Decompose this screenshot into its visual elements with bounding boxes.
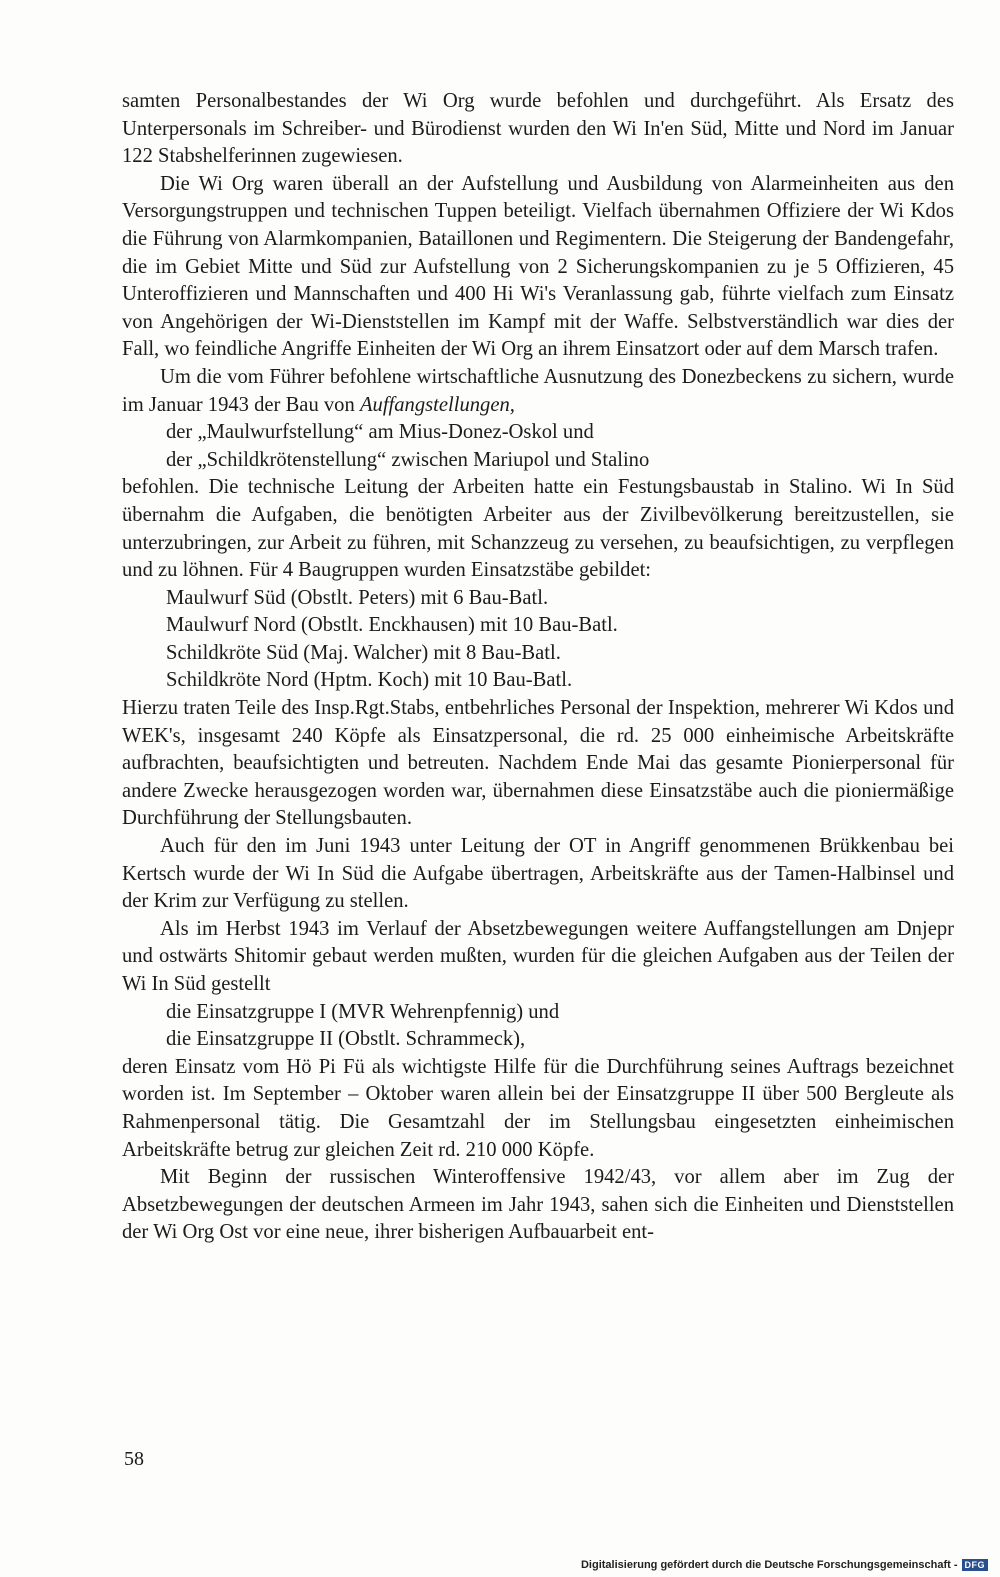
dfg-logo: DFG	[962, 1559, 989, 1571]
body-text	[122, 88, 954, 1247]
paragraph-1: samten Personalbestandes der Wi Org wurde befohlen und durchgeführt. Als Ersatz des Unterpersonals im Schreiber- und Bürodienst wurden den Wi In'en Süd, Mitte und Nord im Januar 122 Stabshelferinnen zugewiesen.	[122, 90, 954, 168]
paragraph-2: Die Wi Org waren überall an der Aufstellung und Ausbildung von Alarmeinheiten aus den Versorgungstruppen und technischen Tuppen beteiligt. Vielfach übernahmen Offiziere der Wi Kdos die Führung von Alarmkompanien, Bataillonen und Regimentern. Die Steigerung der Bandengefahr, die im Gebiet Mitte und Süd zur Aufstellung von 2 Sicherungskompanien zu je 5 Offizieren, 45 Unteroffizieren und Mannschaften und 400 Hi Wi's Veranlassung gab, führte vielfach zum Einsatz von Angehörigen der Wi-Dienststellen im Kampf mit der Waffe. Selbstverständlich war dies der Fall, wo feindliche Angriffe Einheiten der Wi Org an ihrem Einsatzort oder auf dem Marsch trafen.	[122, 172, 954, 361]
staff-list-item: Schildkröte Süd (Maj. Walcher) mit 8 Bau-Batl.	[166, 641, 561, 664]
staff-list-item: Schildkröte Nord (Hptm. Koch) mit 10 Bau-Batl.	[166, 669, 573, 692]
paragraph-6: Als im Herbst 1943 im Verlauf der Absetzbewegungen weitere Auffangstellungen am Dnjepr und ostwärts Shitomir gebaut werden mußten, wurden für die gleichen Aufgaben aus der Teilen der Wi In Süd gestellt	[122, 917, 954, 995]
position-list-item: der „Maulwurfstellung“ am Mius-Donez-Oskol und	[166, 421, 594, 444]
page-number: 58	[124, 1448, 144, 1470]
paragraph-4: Hierzu traten Teile des Insp.Rgt.Stabs, entbehrliches Personal der Inspektion, mehrerer Wi Kdos und WEK's, insgesamt 240 Köpfe als Einsatzpersonal, die rd. 25 000 einheimische Arbeitskräfte aufbrachten, beaufsichtigten und betreuten. Nachdem Ende Mai das gesamte Pionierpersonal für andere Zwecke herausgezogen worden war, übernahmen diese Einsatzstäbe auch die pioniermäßige Durchführung der Stellungsbauten.	[122, 697, 954, 830]
digitization-footer	[581, 1559, 988, 1571]
paragraph-6-continued: deren Einsatz vom Hö Pi Fü als wichtigste Hilfe für die Durchführung seines Auftrags bezeichnet worden ist. Im September – Oktober waren allein bei der Einsatzgruppe II über 500 Bergleute als Rahmenpersonal tätig. Die Gesamtzahl der im Stellungsbau eingesetzten einheimischen Arbeitskräfte betrug zur gleichen Zeit rd. 210 000 Köpfe.	[122, 1055, 954, 1161]
paragraph-3-continued: befohlen. Die technische Leitung der Arbeiten hatte ein Festungsbaustab in Stalino. Wi In Süd übernahm die Aufgaben, die benötigten Arbeiter aus der Zivilbevölkerung bereitzustellen, sie unterzubringen, zur Arbeit zu führen, mit Schanzzeug zu versehen, zu beaufsichtigen, zu verpflegen und zu löhnen. Für 4 Baugruppen wurden Einsatzstäbe gebildet:	[122, 476, 954, 582]
paragraph-3-text: Um die vom Führer befohlene wirtschaftliche Ausnutzung des Donezbeckens zu sichern, wurde im Januar 1943 der Bau von	[122, 365, 954, 416]
position-list-item: der „Schildkrötenstellung“ zwischen Mariupol und Stalino	[166, 448, 650, 471]
paragraph-5: Auch für den im Juni 1943 unter Leitung der OT in Angriff genommenen Brükkenbau bei Kertsch wurde der Wi In Süd die Aufgabe übertragen, Arbeitskräfte aus der Tamen-Halbinsel und der Krim zur Verfügung zu stellen.	[122, 835, 954, 913]
staff-list-item: Maulwurf Nord (Obstlt. Enckhausen) mit 10 Bau-Batl.	[166, 614, 618, 637]
paragraph-3-italic: Auffangstellungen,	[359, 393, 515, 416]
footer-credit: Digitalisierung gefördert durch die Deutsche Forschungsgemeinschaft -	[580, 1559, 958, 1571]
staff-list-item: Maulwurf Süd (Obstlt. Peters) mit 6 Bau-Batl.	[166, 586, 549, 609]
paragraph-7: Mit Beginn der russischen Winteroffensive 1942/43, vor allem aber im Zug der Absetzbewegungen der deutschen Armeen im Jahr 1943, sahen sich die Einheiten und Dienststellen der Wi Org Ost vor eine neue, ihrer bisherigen Aufbauarbeit ent-	[122, 1166, 954, 1244]
paragraph-3	[122, 364, 954, 419]
group-list-item: die Einsatzgruppe II (Obstlt. Schrammeck),	[166, 1028, 526, 1051]
group-list-item: die Einsatzgruppe I (MVR Wehrenpfennig) und	[166, 1000, 560, 1023]
